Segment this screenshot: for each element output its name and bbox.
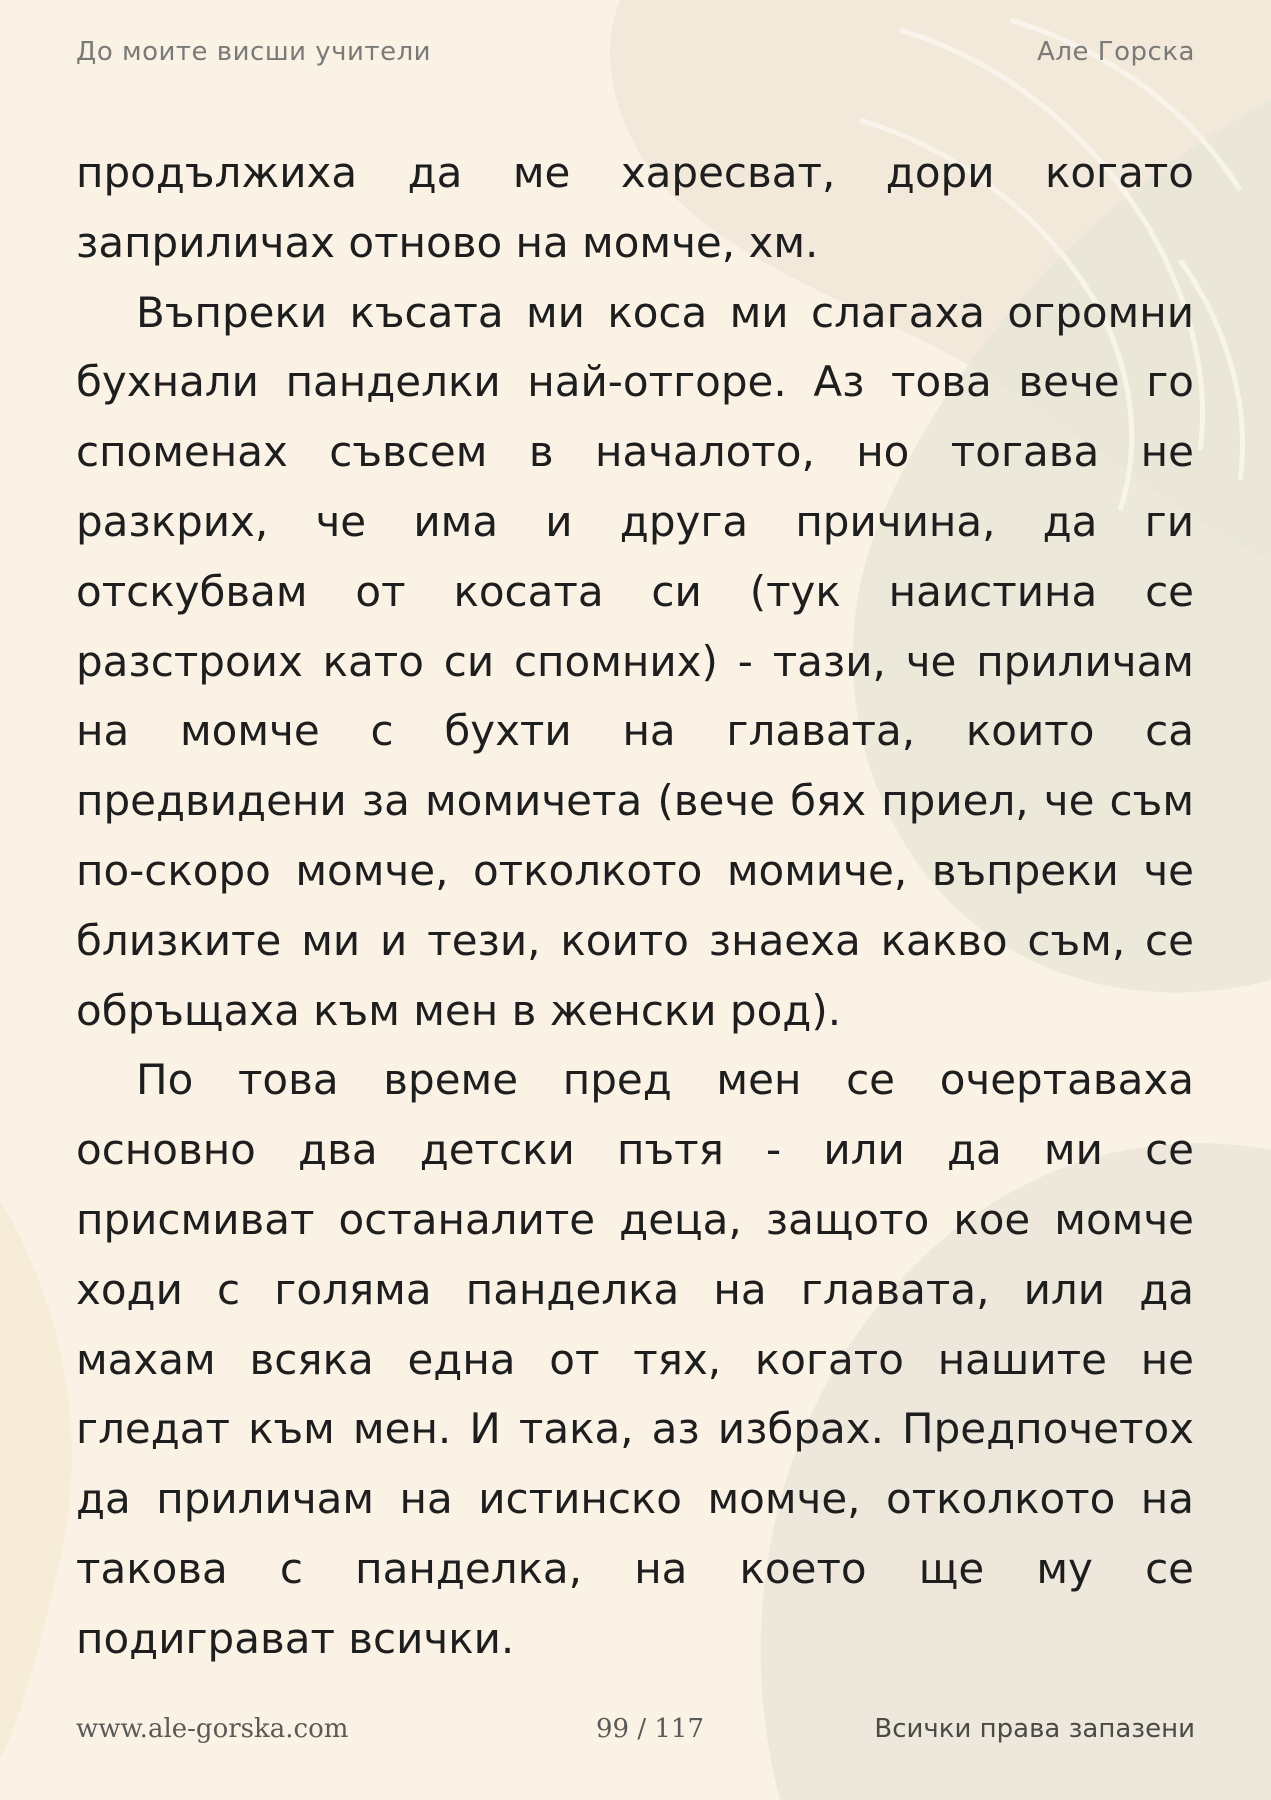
page-indicator (596, 1714, 704, 1744)
decor-left-glow (0, 1200, 72, 1760)
page-separator: / (637, 1714, 647, 1744)
body-text (76, 138, 1194, 1674)
total-pages: 117 (654, 1714, 705, 1744)
header-author: Але Горска (1037, 37, 1195, 67)
footer-website-link[interactable]: www.ale-gorska.com (76, 1714, 349, 1744)
footer-rights: Всички права запазени (874, 1714, 1195, 1744)
header-book-title: До моите висши учители (76, 37, 432, 67)
paragraph: Въпреки късата ми коса ми слагаха огромни бухнали панделки най-отгоре. Аз това вече го споменах съвсем в началото, но тогава не разкрих, че има и друга причина, да ги отскубвам от косата си (тук наистина се разстроих като си спомних) - тази, че приличам на момче с бухти на главата, които са предвидени за момичета (вече бях приел, че съм по-скоро момче, отколкото момиче, въпреки че близките ми и тези, които знаеха какво съм, се обръщаха към мен в женски род). (76, 287, 1194, 1035)
running-header (76, 36, 1195, 68)
running-footer (76, 1714, 1195, 1748)
current-page-number: 99 (596, 1714, 630, 1744)
paragraph: По това време пред мен се очертаваха основно два детски пътя - или да ми се присмиват останалите деца, защото кое момче ходи с голяма панделка на главата, или да махам всяка една от тях, когато нашите не гледат към мен. И така, аз избрах. Предпочетох да приличам на истинско момче, отколкото на такова с панделка, на което ще му се подиграват всички. (76, 1055, 1194, 1663)
paragraph-continued: продължиха да ме харесват, дори когато заприличах отново на момче, хм. (76, 148, 1194, 267)
